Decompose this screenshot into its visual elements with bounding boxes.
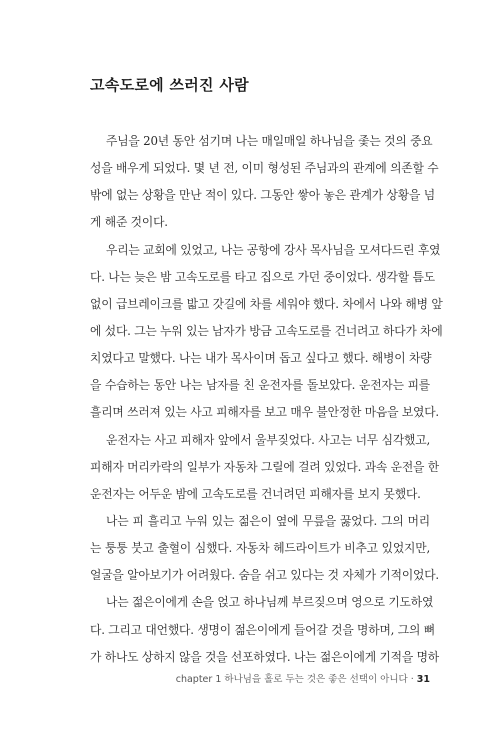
page-footer	[176, 671, 430, 685]
text-line: 나는 피 흘리고 누워 있는 젊은이 옆에 무릎을 꿇었다. 그의 머리	[106, 513, 430, 528]
text-line: 밖에 없는 상황을 만난 적이 있다. 그동안 쌓아 놓은 관계가 상황을 넘	[90, 188, 435, 203]
text-line: 가 하나도 상하지 않을 것을 선포하였다. 나는 젊은이에게 기적을 명하	[90, 649, 439, 664]
text-line: 치였다고 말했다. 나는 내가 목사이며 돕고 싶다고 했다. 해병이 차량	[90, 351, 432, 366]
text-line: 주님을 20년 동안 섬기며 나는 매일매일 하나님을 좇는 것의 중요	[106, 134, 433, 148]
page-number: 31	[416, 674, 430, 685]
text-line: 나는 젊은이에게 손을 얹고 하나님께 부르짖으며 영으로 기도하였	[106, 595, 434, 610]
text-line: 피해자 머리카락의 일부가 자동차 그릴에 걸려 있었다. 과속 운전을 한	[90, 459, 439, 474]
text-line: 다. 그리고 대언했다. 생명이 젊은이에게 들어갈 것을 명하며, 그의 뼈	[90, 622, 435, 637]
running-head: chapter 1 하나님을 홀로 두는 것은 좋은 선택이 아니다 ·	[175, 674, 417, 685]
body-text	[90, 128, 443, 671]
text-line: 을 수습하는 동안 나는 남자를 친 운전자를 돌보았다. 운전자는 피를	[90, 378, 430, 393]
text-line: 우리는 교회에 있었고, 나는 공항에 강사 목사님을 모셔다드린 후였	[106, 242, 441, 257]
text-line: 성을 배우게 되었다. 몇 년 전, 이미 형성된 주님과의 관계에 의존할 수	[90, 161, 439, 176]
text-line: 게 해준 것이다.	[90, 215, 168, 230]
text-line: 운전자는 사고 피해자 앞에서 울부짖었다. 사고는 너무 심각했고,	[106, 432, 430, 447]
text-line: 얼굴을 알아보기가 어려웠다. 숨을 쉬고 있다는 것 자체가 기적이었다.	[90, 568, 439, 583]
text-line: 흘리며 쓰러져 있는 사고 피해자를 보고 매우 불안정한 마음을 보였다.	[90, 405, 439, 420]
text-line: 에 섰다. 그는 누워 있는 남자가 방금 고속도로를 건너려고 하다가 차에	[90, 323, 443, 338]
text-line: 운전자는 어두운 밤에 고속도로를 건너려던 피해자를 보지 못했다.	[90, 486, 421, 501]
section-title: 고속도로에 쓰러진 사람	[90, 76, 249, 94]
text-line: 다. 나는 늦은 밤 고속도로를 타고 집으로 가던 중이었다. 생각할 틈도	[90, 269, 435, 284]
text-line: 없이 급브레이크를 밟고 갓길에 차를 세워야 했다. 차에서 나와 해병 앞	[90, 296, 443, 311]
text-line: 는 퉁퉁 붓고 출혈이 심했다. 자동차 헤드라이트가 비추고 있었지만,	[90, 541, 430, 556]
